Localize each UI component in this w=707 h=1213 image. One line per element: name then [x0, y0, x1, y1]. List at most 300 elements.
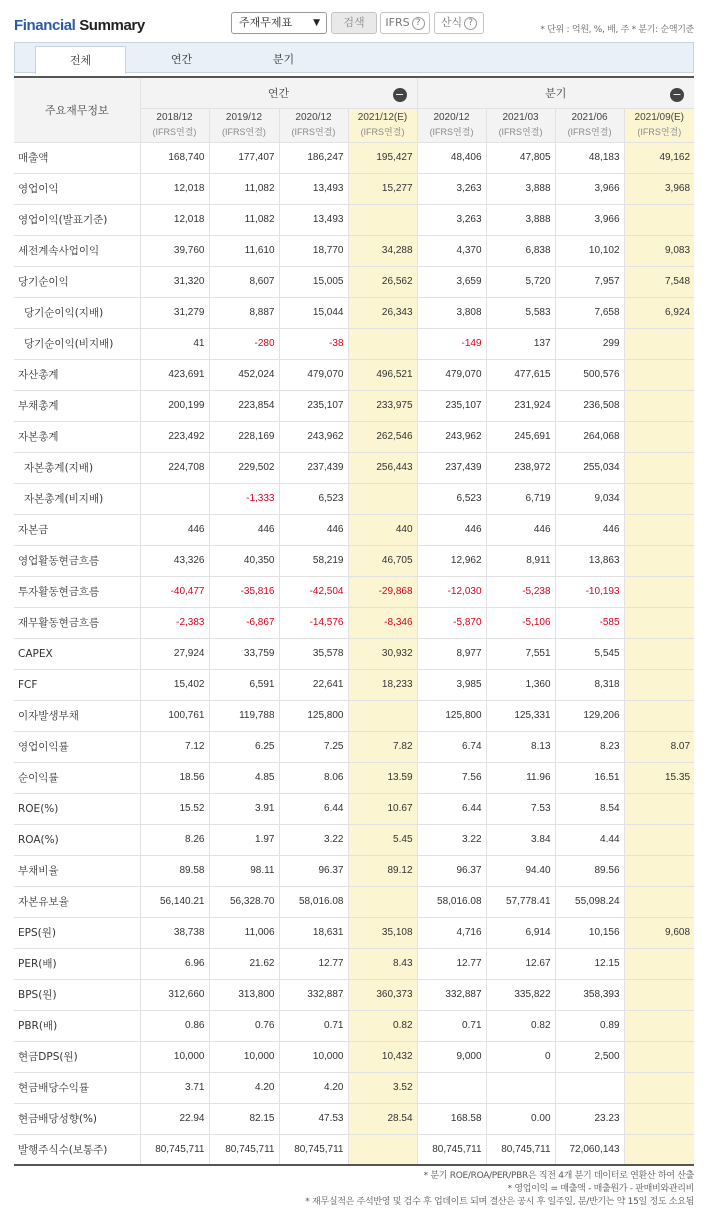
table-cell: 3.52: [348, 1072, 417, 1103]
table-cell: [624, 1072, 694, 1103]
table-cell: 47,805: [486, 142, 555, 173]
row-label: 당기순이익(비지배): [14, 328, 140, 359]
table-cell: 7.56: [417, 762, 486, 793]
period-header: [140, 108, 209, 142]
table-cell: 125,800: [279, 700, 348, 731]
table-cell: 235,107: [279, 390, 348, 421]
row-label: 영업이익: [14, 173, 140, 204]
table-cell: 7.12: [140, 731, 209, 762]
table-cell: 12.15: [555, 948, 624, 979]
select-value: 주재무제표: [239, 16, 293, 29]
tab-all[interactable]: 전체: [35, 46, 126, 74]
table-cell: 8.43: [348, 948, 417, 979]
table-cell: 452,024: [209, 359, 279, 390]
table-cell: 3.71: [140, 1072, 209, 1103]
table-cell: 313,800: [209, 979, 279, 1010]
table-cell: [624, 607, 694, 638]
table-cell: 26,343: [348, 297, 417, 328]
chevron-down-icon: ▼: [313, 18, 320, 28]
table-row: [14, 266, 694, 297]
table-row: [14, 1010, 694, 1041]
table-cell: 3.84: [486, 824, 555, 855]
table-cell: [624, 669, 694, 700]
table-cell: [348, 700, 417, 731]
table-cell: 15.52: [140, 793, 209, 824]
table-cell: 332,887: [279, 979, 348, 1010]
table-row: [14, 483, 694, 514]
quarter-group-header: [417, 78, 694, 108]
question-icon: ?: [412, 17, 425, 30]
table-cell: 7.53: [486, 793, 555, 824]
row-label: 세전계속사업이익: [14, 235, 140, 266]
period-basis: (IFRS연결): [498, 127, 543, 137]
table-cell: 236,508: [555, 390, 624, 421]
table-row: [14, 700, 694, 731]
table-cell: 89.56: [555, 855, 624, 886]
row-label: ROA(%): [14, 824, 140, 855]
row-label: FCF: [14, 669, 140, 700]
search-button[interactable]: 검색: [331, 12, 377, 34]
table-row: [14, 607, 694, 638]
table-cell: 223,492: [140, 421, 209, 452]
table-cell: 360,373: [348, 979, 417, 1010]
table-cell: 233,975: [348, 390, 417, 421]
table-row: [14, 855, 694, 886]
table-cell: 1.97: [209, 824, 279, 855]
table-cell: 6,719: [486, 483, 555, 514]
row-label: 자본총계: [14, 421, 140, 452]
table-cell: 8.23: [555, 731, 624, 762]
table-cell: 4,370: [417, 235, 486, 266]
collapse-quarter-icon[interactable]: −: [670, 88, 684, 102]
ifrs-help-button[interactable]: [380, 12, 430, 34]
table-cell: 479,070: [417, 359, 486, 390]
table-cell: 3.91: [209, 793, 279, 824]
table-cell: [624, 886, 694, 917]
tab-quarter[interactable]: 분기: [272, 53, 295, 66]
table-cell: 446: [417, 514, 486, 545]
table-cell: 0.71: [417, 1010, 486, 1041]
period-header: [417, 108, 486, 142]
table-row: [14, 452, 694, 483]
table-cell: 7,658: [555, 297, 624, 328]
table-cell: 89.12: [348, 855, 417, 886]
table-cell: [348, 328, 417, 359]
table-cell: 446: [209, 514, 279, 545]
table-row: [14, 762, 694, 793]
row-label: 자본금: [14, 514, 140, 545]
table-cell: 299: [555, 328, 624, 359]
footnote: * 재무실적은 주석반영 및 검수 후 업데이트 되며 결산은 공시 후 일주일, 분/반기는 약 15일 정도 소요됨: [305, 1197, 694, 1207]
row-label: 현금배당수익률: [14, 1072, 140, 1103]
table-row: [14, 297, 694, 328]
table-cell: 6.44: [279, 793, 348, 824]
table-cell: 4.20: [209, 1072, 279, 1103]
table-cell: 96.37: [417, 855, 486, 886]
table-cell: 479,070: [279, 359, 348, 390]
row-label: 이자발생부채: [14, 700, 140, 731]
table-cell: -40,477: [140, 576, 209, 607]
table-cell: 12.77: [279, 948, 348, 979]
period-date: 2018/12: [156, 112, 193, 123]
table-cell: 3,263: [417, 204, 486, 235]
table-cell: [624, 1103, 694, 1134]
table-cell: 18,631: [279, 917, 348, 948]
table-cell: 264,068: [555, 421, 624, 452]
table-row: [14, 979, 694, 1010]
table-cell: 57,778.41: [486, 886, 555, 917]
table-cell: 0: [486, 1041, 555, 1072]
table-cell: 4.85: [209, 762, 279, 793]
table-cell: 28.54: [348, 1103, 417, 1134]
table-cell: 11,610: [209, 235, 279, 266]
table-cell: [624, 514, 694, 545]
table-cell: -5,238: [486, 576, 555, 607]
table-cell: 7.82: [348, 731, 417, 762]
collapse-annual-icon[interactable]: −: [393, 88, 407, 102]
table-cell: 3,966: [555, 204, 624, 235]
row-label: BPS(원): [14, 979, 140, 1010]
period-header: [209, 108, 279, 142]
table-row: [14, 824, 694, 855]
table-cell: 6,914: [486, 917, 555, 948]
ifrs-label: IFRS: [385, 16, 410, 29]
table-cell: -5,870: [417, 607, 486, 638]
table-cell: 7,548: [624, 266, 694, 297]
table-cell: 7,957: [555, 266, 624, 297]
table-cell: -10,193: [555, 576, 624, 607]
table-cell: 21.62: [209, 948, 279, 979]
table-cell: -38: [279, 328, 348, 359]
row-label: 매출액: [14, 142, 140, 173]
table-cell: 58,219: [279, 545, 348, 576]
table-cell: 3,888: [486, 204, 555, 235]
table-cell: 235,107: [417, 390, 486, 421]
table-cell: 446: [140, 514, 209, 545]
table-cell: 0.71: [279, 1010, 348, 1041]
table-cell: 33,759: [209, 638, 279, 669]
table-row: [14, 204, 694, 235]
row-label: 투자활동현금흐름: [14, 576, 140, 607]
table-cell: 11,082: [209, 204, 279, 235]
table-cell: -12,030: [417, 576, 486, 607]
table-cell: 5.45: [348, 824, 417, 855]
table-cell: 3,659: [417, 266, 486, 297]
period-tabs: [14, 42, 694, 73]
quarter-label: 분기: [545, 86, 567, 100]
page-title: [14, 17, 145, 34]
table-cell: 72,060,143: [555, 1134, 624, 1165]
formula-help-button[interactable]: [434, 12, 484, 34]
table-cell: [624, 421, 694, 452]
table-row: [14, 793, 694, 824]
table-cell: [624, 979, 694, 1010]
table-cell: 0.00: [486, 1103, 555, 1134]
table-cell: 3,985: [417, 669, 486, 700]
table-cell: 10,000: [279, 1041, 348, 1072]
table-cell: 129,206: [555, 700, 624, 731]
row-label: 영업이익률: [14, 731, 140, 762]
table-cell: 243,962: [417, 421, 486, 452]
table-cell: 243,962: [279, 421, 348, 452]
table-cell: 256,443: [348, 452, 417, 483]
table-cell: 12,018: [140, 173, 209, 204]
period-basis: (IFRS연결): [152, 127, 197, 137]
table-cell: 15,402: [140, 669, 209, 700]
table-cell: -6,867: [209, 607, 279, 638]
table-cell: [624, 576, 694, 607]
title-part-summary: Summary: [79, 17, 145, 34]
table-cell: 8,911: [486, 545, 555, 576]
financial-summary-table: [14, 78, 694, 1166]
table-cell: 80,745,711: [417, 1134, 486, 1165]
table-cell: 10.67: [348, 793, 417, 824]
period-date: 2021/03: [502, 112, 539, 123]
table-cell: 229,502: [209, 452, 279, 483]
table-cell: 18,770: [279, 235, 348, 266]
annual-group-header: [140, 78, 417, 108]
table-cell: -29,868: [348, 576, 417, 607]
statement-type-select[interactable]: [231, 12, 327, 34]
period-date: 2019/12: [225, 112, 263, 123]
period-basis: (IFRS연결): [429, 127, 474, 137]
table-cell: 13.59: [348, 762, 417, 793]
table-cell: [486, 1072, 555, 1103]
table-cell: 6,838: [486, 235, 555, 266]
table-cell: 6.25: [209, 731, 279, 762]
table-cell: 6.44: [417, 793, 486, 824]
table-cell: [348, 1134, 417, 1165]
corner-header: 주요재무정보: [14, 78, 140, 142]
row-label: CAPEX: [14, 638, 140, 669]
table-cell: 80,745,711: [140, 1134, 209, 1165]
period-basis: (IFRS연결): [222, 127, 266, 137]
table-cell: 35,578: [279, 638, 348, 669]
period-date: 2021/06: [571, 112, 608, 123]
table-cell: 6.96: [140, 948, 209, 979]
table-cell: 440: [348, 514, 417, 545]
table-cell: 31,279: [140, 297, 209, 328]
table-row: [14, 886, 694, 917]
table-cell: [624, 545, 694, 576]
table-cell: [555, 1072, 624, 1103]
table-cell: 358,393: [555, 979, 624, 1010]
table-cell: 8.07: [624, 731, 694, 762]
table-cell: [348, 886, 417, 917]
table-cell: 3,263: [417, 173, 486, 204]
annual-label: 연간: [267, 86, 290, 100]
table-cell: 8.26: [140, 824, 209, 855]
table-cell: 9,083: [624, 235, 694, 266]
table-cell: 6,523: [279, 483, 348, 514]
table-cell: [624, 1041, 694, 1072]
table-cell: 2,500: [555, 1041, 624, 1072]
period-basis: (IFRS연결): [360, 127, 405, 137]
row-label: 현금DPS(원): [14, 1041, 140, 1072]
table-cell: 23.23: [555, 1103, 624, 1134]
question-icon: ?: [464, 17, 477, 30]
table-cell: [624, 638, 694, 669]
table-cell: -8,346: [348, 607, 417, 638]
table-row: [14, 235, 694, 266]
table-cell: 8.54: [555, 793, 624, 824]
table-cell: 15,044: [279, 297, 348, 328]
table-cell: 5,720: [486, 266, 555, 297]
table-cell: 195,427: [348, 142, 417, 173]
tab-annual[interactable]: 연간: [170, 53, 193, 66]
table-row: [14, 638, 694, 669]
table-cell: 98.11: [209, 855, 279, 886]
row-label: 발행주식수(보통주): [14, 1134, 140, 1165]
table-cell: 7,551: [486, 638, 555, 669]
table-cell: 446: [486, 514, 555, 545]
table-cell: [624, 700, 694, 731]
table-cell: 0.82: [348, 1010, 417, 1041]
table-cell: 55,098.24: [555, 886, 624, 917]
table-cell: -585: [555, 607, 624, 638]
table-cell: 7.25: [279, 731, 348, 762]
row-label: 당기순이익: [14, 266, 140, 297]
table-cell: [348, 483, 417, 514]
row-label: 순이익률: [14, 762, 140, 793]
table-cell: -1,333: [209, 483, 279, 514]
footnote: * 분기 ROE/ROA/PER/PBR은 직전 4개 분기 데이터로 연환산 하여 산출: [423, 1171, 694, 1181]
table-cell: 30,932: [348, 638, 417, 669]
table-cell: 38,738: [140, 917, 209, 948]
table-cell: 46,705: [348, 545, 417, 576]
table-cell: -42,504: [279, 576, 348, 607]
table-cell: [624, 824, 694, 855]
table-cell: 6,591: [209, 669, 279, 700]
table-cell: 3,968: [624, 173, 694, 204]
footnote: * 영업이익 = 매출액 - 매출원가 - 판매비와관리비: [507, 1184, 694, 1194]
period-header: [555, 108, 624, 142]
table-cell: 10,000: [209, 1041, 279, 1072]
table-cell: 477,615: [486, 359, 555, 390]
period-date: 2020/12: [433, 112, 470, 123]
table-cell: 12.77: [417, 948, 486, 979]
table-cell: 1,360: [486, 669, 555, 700]
row-label: 당기순이익(지배): [14, 297, 140, 328]
table-cell: 6,924: [624, 297, 694, 328]
table-cell: 168.58: [417, 1103, 486, 1134]
period-date: 2021/12(E): [357, 112, 408, 123]
row-label: 부채비율: [14, 855, 140, 886]
table-cell: 231,924: [486, 390, 555, 421]
table-cell: 186,247: [279, 142, 348, 173]
units-note: * 단위 : 억원, %, 배, 주 * 분기: 순액기준: [540, 25, 694, 35]
table-cell: 10,432: [348, 1041, 417, 1072]
table-cell: [348, 204, 417, 235]
table-cell: 3,888: [486, 173, 555, 204]
table-cell: 3.22: [417, 824, 486, 855]
table-cell: 8,607: [209, 266, 279, 297]
table-cell: 9,000: [417, 1041, 486, 1072]
table-cell: 18.56: [140, 762, 209, 793]
table-cell: [624, 390, 694, 421]
table-cell: 80,745,711: [486, 1134, 555, 1165]
table-cell: 56,140.21: [140, 886, 209, 917]
table-cell: 56,328.70: [209, 886, 279, 917]
row-label: 현금배당성향(%): [14, 1103, 140, 1134]
table-row: [14, 948, 694, 979]
table-cell: [624, 204, 694, 235]
row-label: 자산총계: [14, 359, 140, 390]
table-cell: 31,320: [140, 266, 209, 297]
table-cell: [417, 1072, 486, 1103]
table-row: [14, 142, 694, 173]
table-cell: 0.86: [140, 1010, 209, 1041]
table-cell: 80,745,711: [209, 1134, 279, 1165]
table-cell: 0.82: [486, 1010, 555, 1041]
table-cell: 100,761: [140, 700, 209, 731]
table-cell: 41: [140, 328, 209, 359]
table-cell: 237,439: [417, 452, 486, 483]
table-row: [14, 731, 694, 762]
table-cell: 15.35: [624, 762, 694, 793]
table-cell: 58,016.08: [279, 886, 348, 917]
table-cell: [624, 855, 694, 886]
table-cell: 94.40: [486, 855, 555, 886]
table-cell: 5,583: [486, 297, 555, 328]
table-cell: 262,546: [348, 421, 417, 452]
table-cell: 9,608: [624, 917, 694, 948]
table-cell: 10,102: [555, 235, 624, 266]
table-cell: 238,972: [486, 452, 555, 483]
table-cell: 9,034: [555, 483, 624, 514]
table-cell: 4.20: [279, 1072, 348, 1103]
table-cell: [624, 1134, 694, 1165]
table-cell: 223,854: [209, 390, 279, 421]
table-cell: -2,383: [140, 607, 209, 638]
table-cell: 119,788: [209, 700, 279, 731]
table-row: [14, 1103, 694, 1134]
table-cell: 8,977: [417, 638, 486, 669]
table-cell: 58,016.08: [417, 886, 486, 917]
table-cell: 423,691: [140, 359, 209, 390]
table-cell: 89.58: [140, 855, 209, 886]
table-cell: 200,199: [140, 390, 209, 421]
period-basis: (IFRS연결): [567, 127, 612, 137]
row-label: PER(배): [14, 948, 140, 979]
table-row: [14, 359, 694, 390]
row-label: 자본총계(비지배): [14, 483, 140, 514]
table-cell: 8.06: [279, 762, 348, 793]
table-cell: 12,018: [140, 204, 209, 235]
table-cell: 3,808: [417, 297, 486, 328]
table-cell: 3.22: [279, 824, 348, 855]
table-cell: [624, 452, 694, 483]
table-cell: 177,407: [209, 142, 279, 173]
table-cell: 43,326: [140, 545, 209, 576]
table-cell: 18,233: [348, 669, 417, 700]
table-cell: 8,318: [555, 669, 624, 700]
table-cell: [624, 1010, 694, 1041]
table-cell: -35,816: [209, 576, 279, 607]
table-row: [14, 514, 694, 545]
period-basis: (IFRS연결): [291, 127, 336, 137]
row-label: 영업이익(발표기준): [14, 204, 140, 235]
table-cell: 5,545: [555, 638, 624, 669]
table-row: [14, 173, 694, 204]
table-cell: 312,660: [140, 979, 209, 1010]
table-cell: 6,523: [417, 483, 486, 514]
table-cell: 80,745,711: [279, 1134, 348, 1165]
table-cell: 16.51: [555, 762, 624, 793]
table-cell: 237,439: [279, 452, 348, 483]
table-cell: [624, 793, 694, 824]
period-date: 2021/09(E): [634, 112, 685, 123]
